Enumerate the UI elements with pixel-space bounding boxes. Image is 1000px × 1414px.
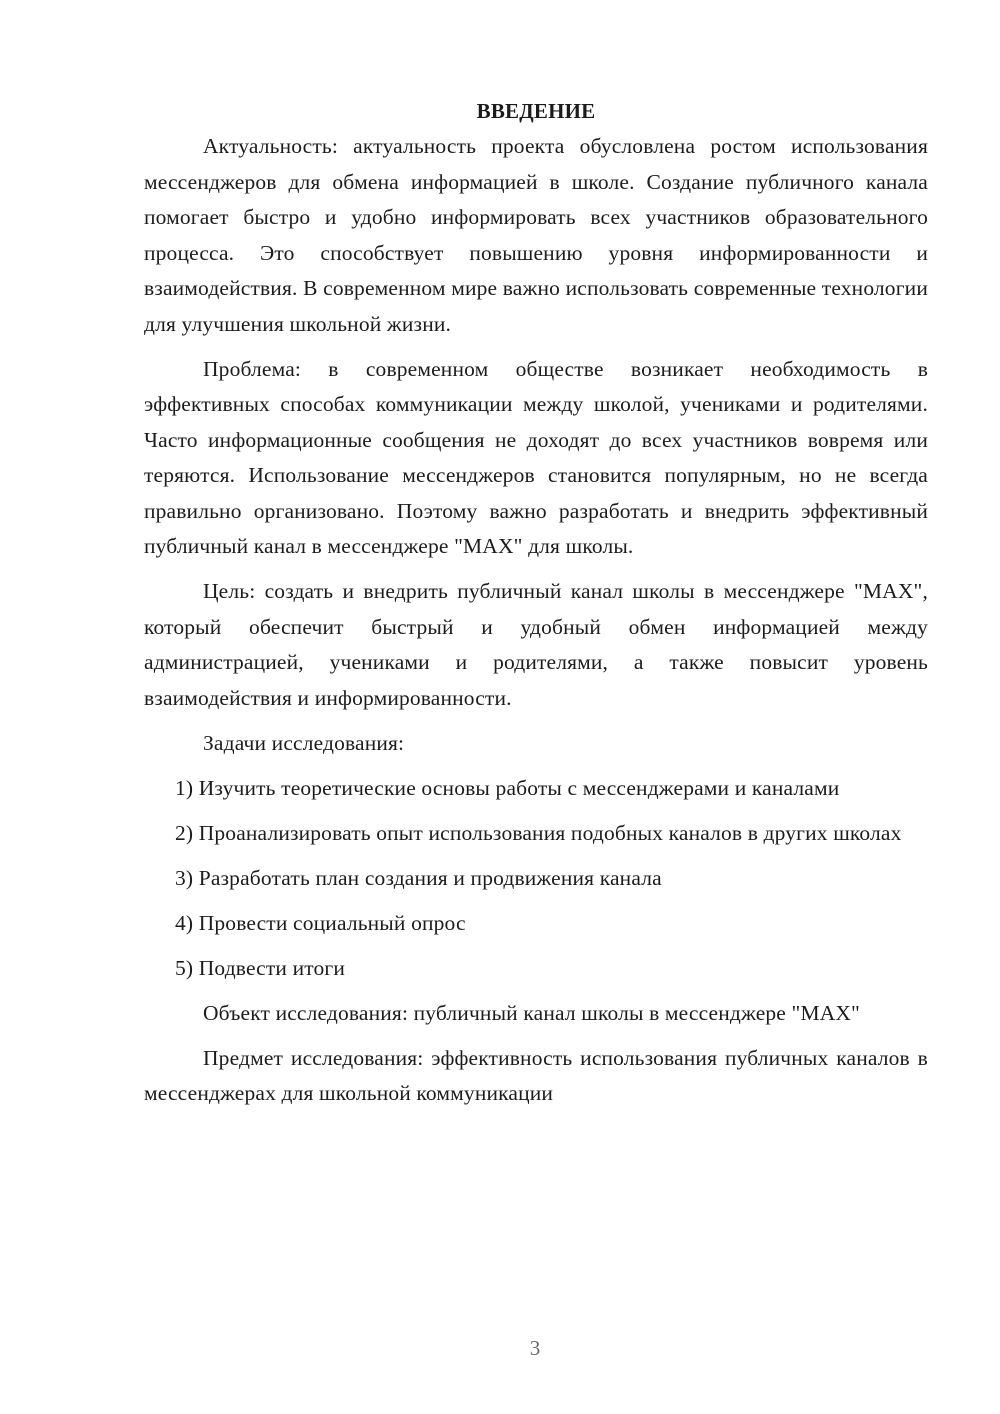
- paragraph-problem: Проблема: в современном обществе возникает необходимость в эффективных способах коммуникации между школой, учениками и родителями. Часто информационные сообщения не доходят до всех участников вовремя или теряются. Использование мессенджеров становится популярным, но не всегда правильно организовано. Поэтому важно разработать и внедрить эффективный публичный канал в мессенджере "MAX" для школы.: [144, 356, 928, 558]
- page-content: [144, 96, 928, 1112]
- task-item-5: 5) Подвести итоги: [175, 955, 346, 980]
- section-heading: ВВЕДЕНИЕ: [476, 99, 596, 123]
- paragraph-tasks-heading: Задачи исследования:: [203, 730, 405, 755]
- task-item-3: 3) Разработать план создания и продвижения канала: [175, 865, 662, 890]
- paragraph-subject: Предмет исследования: эффективность использования публичных каналов в мессенджерах для школьной коммуникации: [144, 1045, 928, 1105]
- task-item-1: 1) Изучить теоретические основы работы с мессенджерами и каналами: [175, 775, 840, 800]
- paragraph-object: Объект исследования: публичный канал школы в мессенджере "MAX": [203, 1000, 860, 1025]
- paragraph-goal: Цель: создать и внедрить публичный канал школы в мессенджере "MAX", который обеспечит быстрый и удобный обмен информацией между администрацией, учениками и родителями, а также повысит уровень взаимодействия и информированности.: [144, 579, 928, 710]
- task-item-2: 2) Проанализировать опыт использования подобных каналов в других школах: [175, 820, 902, 845]
- task-item-4: 4) Провести социальный опрос: [175, 910, 466, 935]
- page-number: 3: [529, 1336, 541, 1360]
- paragraph-relevance: Актуальность: актуальность проекта обусловлена ростом использования мессенджеров для обмена информацией в школе. Создание публичного канала помогает быстро и удобно информировать всех участников образовательного процесса. Это способствует повышению уровня информированности и взаимодействия. В современном мире важно использовать современные технологии для улучшения школьной жизни.: [144, 134, 928, 336]
